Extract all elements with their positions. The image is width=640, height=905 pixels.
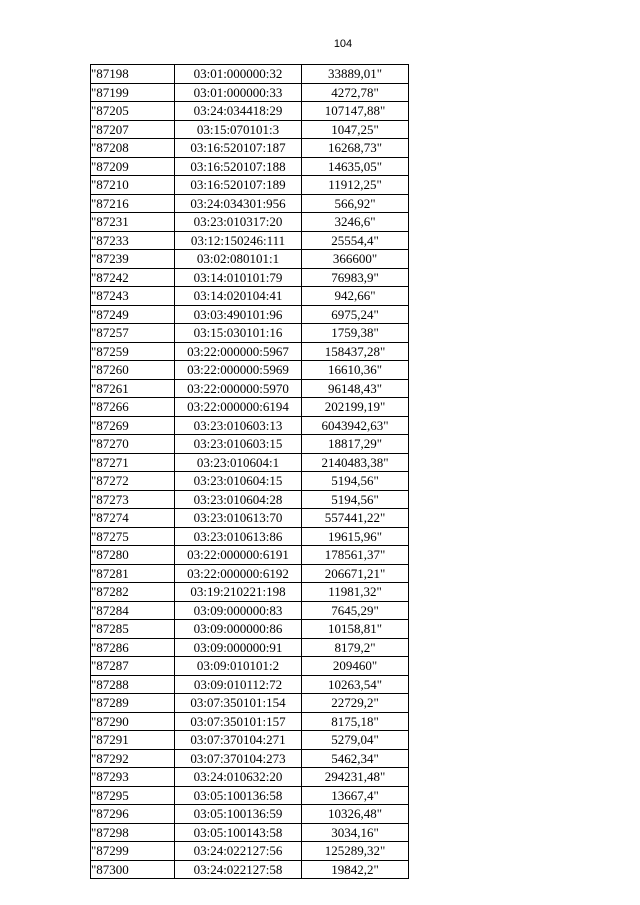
row-id-cell: "87285 xyxy=(91,620,175,639)
cadastral-number-cell: 03:19:210221:198 xyxy=(175,583,302,602)
table-row xyxy=(91,527,409,546)
cadastral-number-cell: 03:22:000000:5969 xyxy=(175,361,302,380)
table-row xyxy=(91,416,409,435)
cadastral-number-cell: 03:23:010603:15 xyxy=(175,435,302,454)
row-id-cell: "87239 xyxy=(91,250,175,269)
table-row xyxy=(91,398,409,417)
row-id-cell: "87199 xyxy=(91,83,175,102)
row-id-cell: "87209 xyxy=(91,157,175,176)
row-id-cell: "87257 xyxy=(91,324,175,343)
table-row xyxy=(91,65,409,84)
row-id-cell: "87233 xyxy=(91,231,175,250)
cadastral-number-cell: 03:07:370104:271 xyxy=(175,731,302,750)
cadastral-number-cell: 03:24:022127:58 xyxy=(175,860,302,879)
row-id-cell: "87208 xyxy=(91,139,175,158)
table-row xyxy=(91,638,409,657)
table-row xyxy=(91,120,409,139)
cadastral-number-cell: 03:22:000000:6191 xyxy=(175,546,302,565)
cadastral-number-cell: 03:14:010101:79 xyxy=(175,268,302,287)
value-cell: 16610,36" xyxy=(302,361,409,380)
row-id-cell: "87269 xyxy=(91,416,175,435)
value-cell: 107147,88" xyxy=(302,102,409,121)
cadastral-number-cell: 03:01:000000:32 xyxy=(175,65,302,84)
value-cell: 6975,24" xyxy=(302,305,409,324)
table-row xyxy=(91,657,409,676)
cadastral-number-cell: 03:09:000000:91 xyxy=(175,638,302,657)
table-row xyxy=(91,860,409,879)
cadastral-number-cell: 03:02:080101:1 xyxy=(175,250,302,269)
value-cell: 3246,6" xyxy=(302,213,409,232)
cadastral-number-cell: 03:12:150246:111 xyxy=(175,231,302,250)
row-id-cell: "87293 xyxy=(91,768,175,787)
table-row xyxy=(91,157,409,176)
cadastral-number-cell: 03:14:020104:41 xyxy=(175,287,302,306)
table-row xyxy=(91,250,409,269)
cadastral-number-cell: 03:07:350101:154 xyxy=(175,694,302,713)
table-row xyxy=(91,379,409,398)
cadastral-number-cell: 03:23:010613:70 xyxy=(175,509,302,528)
table-row xyxy=(91,583,409,602)
row-id-cell: "87259 xyxy=(91,342,175,361)
table-row xyxy=(91,176,409,195)
value-cell: 19615,96" xyxy=(302,527,409,546)
value-cell: 202199,19" xyxy=(302,398,409,417)
value-cell: 18817,29" xyxy=(302,435,409,454)
registry-table xyxy=(90,64,409,879)
row-id-cell: "87242 xyxy=(91,268,175,287)
value-cell: 5194,56" xyxy=(302,472,409,491)
row-id-cell: "87261 xyxy=(91,379,175,398)
value-cell: 366600" xyxy=(302,250,409,269)
value-cell: 14635,05" xyxy=(302,157,409,176)
row-id-cell: "87295 xyxy=(91,786,175,805)
table-row xyxy=(91,509,409,528)
value-cell: 1047,25" xyxy=(302,120,409,139)
value-cell: 96148,43" xyxy=(302,379,409,398)
row-id-cell: "87249 xyxy=(91,305,175,324)
table-row xyxy=(91,83,409,102)
row-id-cell: "87286 xyxy=(91,638,175,657)
registry-table-body xyxy=(91,65,409,879)
table-row xyxy=(91,749,409,768)
table-row xyxy=(91,194,409,213)
row-id-cell: "87266 xyxy=(91,398,175,417)
value-cell: 10263,54" xyxy=(302,675,409,694)
row-id-cell: "87296 xyxy=(91,805,175,824)
row-id-cell: "87271 xyxy=(91,453,175,472)
value-cell: 33889,01" xyxy=(302,65,409,84)
cadastral-number-cell: 03:09:010101:2 xyxy=(175,657,302,676)
cadastral-number-cell: 03:03:490101:96 xyxy=(175,305,302,324)
table-row xyxy=(91,139,409,158)
row-id-cell: "87274 xyxy=(91,509,175,528)
cadastral-number-cell: 03:15:030101:16 xyxy=(175,324,302,343)
table-row xyxy=(91,472,409,491)
value-cell: 19842,2" xyxy=(302,860,409,879)
table-row xyxy=(91,453,409,472)
value-cell: 125289,32" xyxy=(302,842,409,861)
cadastral-number-cell: 03:22:000000:6194 xyxy=(175,398,302,417)
row-id-cell: "87291 xyxy=(91,731,175,750)
cadastral-number-cell: 03:22:000000:5967 xyxy=(175,342,302,361)
value-cell: 557441,22" xyxy=(302,509,409,528)
row-id-cell: "87292 xyxy=(91,749,175,768)
row-id-cell: "87298 xyxy=(91,823,175,842)
table-row xyxy=(91,213,409,232)
row-id-cell: "87273 xyxy=(91,490,175,509)
row-id-cell: "87210 xyxy=(91,176,175,195)
value-cell: 5194,56" xyxy=(302,490,409,509)
value-cell: 5462,34" xyxy=(302,749,409,768)
cadastral-number-cell: 03:05:100143:58 xyxy=(175,823,302,842)
table-row xyxy=(91,287,409,306)
table-row xyxy=(91,231,409,250)
value-cell: 11981,32" xyxy=(302,583,409,602)
row-id-cell: "87290 xyxy=(91,712,175,731)
table-row xyxy=(91,305,409,324)
value-cell: 7645,29" xyxy=(302,601,409,620)
cadastral-number-cell: 03:23:010603:13 xyxy=(175,416,302,435)
value-cell: 3034,16" xyxy=(302,823,409,842)
cadastral-number-cell: 03:15:070101:3 xyxy=(175,120,302,139)
value-cell: 11912,25" xyxy=(302,176,409,195)
table-row xyxy=(91,546,409,565)
cadastral-number-cell: 03:09:010112:72 xyxy=(175,675,302,694)
cadastral-number-cell: 03:23:010604:28 xyxy=(175,490,302,509)
value-cell: 294231,48" xyxy=(302,768,409,787)
row-id-cell: "87231 xyxy=(91,213,175,232)
cadastral-number-cell: 03:22:000000:6192 xyxy=(175,564,302,583)
row-id-cell: "87270 xyxy=(91,435,175,454)
value-cell: 8179,2" xyxy=(302,638,409,657)
row-id-cell: "87272 xyxy=(91,472,175,491)
row-id-cell: "87275 xyxy=(91,527,175,546)
cadastral-number-cell: 03:23:010613:86 xyxy=(175,527,302,546)
cadastral-number-cell: 03:24:034301:956 xyxy=(175,194,302,213)
table-row xyxy=(91,435,409,454)
table-row xyxy=(91,823,409,842)
value-cell: 8175,18" xyxy=(302,712,409,731)
value-cell: 209460" xyxy=(302,657,409,676)
row-id-cell: "87281 xyxy=(91,564,175,583)
value-cell: 1759,38" xyxy=(302,324,409,343)
value-cell: 5279,04" xyxy=(302,731,409,750)
value-cell: 13667,4" xyxy=(302,786,409,805)
value-cell: 6043942,63" xyxy=(302,416,409,435)
cadastral-number-cell: 03:09:000000:86 xyxy=(175,620,302,639)
cadastral-number-cell: 03:05:100136:59 xyxy=(175,805,302,824)
cadastral-number-cell: 03:16:520107:188 xyxy=(175,157,302,176)
row-id-cell: "87289 xyxy=(91,694,175,713)
value-cell: 4272,78" xyxy=(302,83,409,102)
table-row xyxy=(91,694,409,713)
value-cell: 10158,81" xyxy=(302,620,409,639)
cadastral-number-cell: 03:23:010604:15 xyxy=(175,472,302,491)
table-row xyxy=(91,268,409,287)
table-row xyxy=(91,361,409,380)
cadastral-number-cell: 03:23:010317:20 xyxy=(175,213,302,232)
row-id-cell: "87207 xyxy=(91,120,175,139)
row-id-cell: "87284 xyxy=(91,601,175,620)
row-id-cell: "87280 xyxy=(91,546,175,565)
value-cell: 206671,21" xyxy=(302,564,409,583)
row-id-cell: "87287 xyxy=(91,657,175,676)
value-cell: 158437,28" xyxy=(302,342,409,361)
row-id-cell: "87288 xyxy=(91,675,175,694)
page-number: 104 xyxy=(333,38,353,50)
cadastral-number-cell: 03:07:370104:273 xyxy=(175,749,302,768)
value-cell: 25554,4" xyxy=(302,231,409,250)
cadastral-number-cell: 03:07:350101:157 xyxy=(175,712,302,731)
table-row xyxy=(91,712,409,731)
cadastral-number-cell: 03:23:010604:1 xyxy=(175,453,302,472)
row-id-cell: "87299 xyxy=(91,842,175,861)
cadastral-number-cell: 03:22:000000:5970 xyxy=(175,379,302,398)
cadastral-number-cell: 03:24:010632:20 xyxy=(175,768,302,787)
row-id-cell: "87205 xyxy=(91,102,175,121)
table-row xyxy=(91,342,409,361)
row-id-cell: "87243 xyxy=(91,287,175,306)
value-cell: 178561,37" xyxy=(302,546,409,565)
value-cell: 2140483,38" xyxy=(302,453,409,472)
table-row xyxy=(91,601,409,620)
cadastral-number-cell: 03:24:022127:56 xyxy=(175,842,302,861)
table-row xyxy=(91,102,409,121)
row-id-cell: "87216 xyxy=(91,194,175,213)
table-row xyxy=(91,805,409,824)
cadastral-number-cell: 03:24:034418:29 xyxy=(175,102,302,121)
value-cell: 10326,48" xyxy=(302,805,409,824)
cadastral-number-cell: 03:16:520107:189 xyxy=(175,176,302,195)
row-id-cell: "87260 xyxy=(91,361,175,380)
table-row xyxy=(91,786,409,805)
cadastral-number-cell: 03:05:100136:58 xyxy=(175,786,302,805)
row-id-cell: "87300 xyxy=(91,860,175,879)
table-row xyxy=(91,490,409,509)
cadastral-number-cell: 03:01:000000:33 xyxy=(175,83,302,102)
value-cell: 566,92" xyxy=(302,194,409,213)
table-row xyxy=(91,731,409,750)
row-id-cell: "87198 xyxy=(91,65,175,84)
value-cell: 942,66" xyxy=(302,287,409,306)
cadastral-number-cell: 03:09:000000:83 xyxy=(175,601,302,620)
row-id-cell: "87282 xyxy=(91,583,175,602)
table-row xyxy=(91,842,409,861)
value-cell: 76983,9" xyxy=(302,268,409,287)
table-row xyxy=(91,675,409,694)
value-cell: 22729,2" xyxy=(302,694,409,713)
table-row xyxy=(91,768,409,787)
table-row xyxy=(91,324,409,343)
cadastral-number-cell: 03:16:520107:187 xyxy=(175,139,302,158)
table-row xyxy=(91,564,409,583)
value-cell: 16268,73" xyxy=(302,139,409,158)
table-row xyxy=(91,620,409,639)
